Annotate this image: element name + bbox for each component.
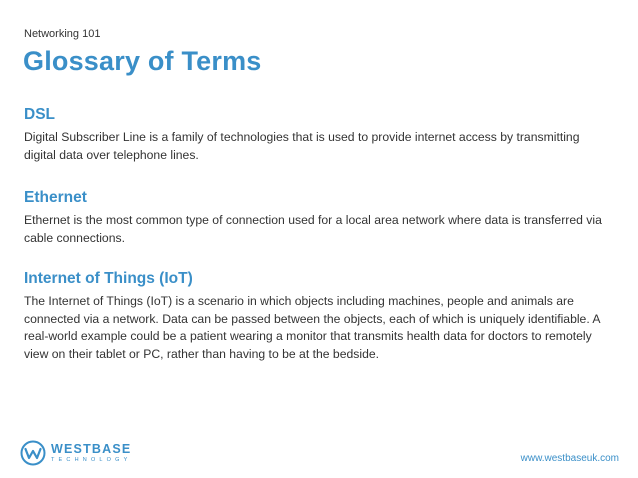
term-heading: Ethernet — [24, 189, 87, 206]
term-heading: Internet of Things (IoT) — [24, 270, 193, 287]
westbase-logo-icon — [20, 440, 46, 466]
term-definition: Ethernet is the most common type of connection used for a local area network where data is transferred via cable connections. — [24, 213, 602, 245]
glossary-entry-iot — [24, 270, 604, 363]
company-logo — [20, 440, 132, 466]
slide-kicker: Networking 101 — [24, 28, 101, 40]
page-title: Glossary of Terms — [23, 46, 262, 76]
glossary-entry-ethernet — [24, 189, 604, 247]
footer-website-link[interactable]: www.westbaseuk.com — [520, 453, 619, 464]
term-definition: The Internet of Things (IoT) is a scenario in which objects including machines, people and animals are connected via a network. Data can be passed between the objects, each of which is uniquely identifiable. A real-world example could be a patient wearing a monitor that transmits health data for doctors to remotely view on their tablet or PC, rather than having to be at the bedside. — [24, 294, 600, 361]
logo-wordmark: WESTBASE — [51, 441, 132, 456]
term-definition: Digital Subscriber Line is a family of technologies that is used to provide internet access by transmitting digital data over telephone lines. — [24, 130, 580, 162]
logo-tagline: TECHNOLOGY — [51, 456, 132, 463]
term-heading: DSL — [24, 106, 55, 123]
glossary-entry-dsl — [24, 106, 604, 164]
